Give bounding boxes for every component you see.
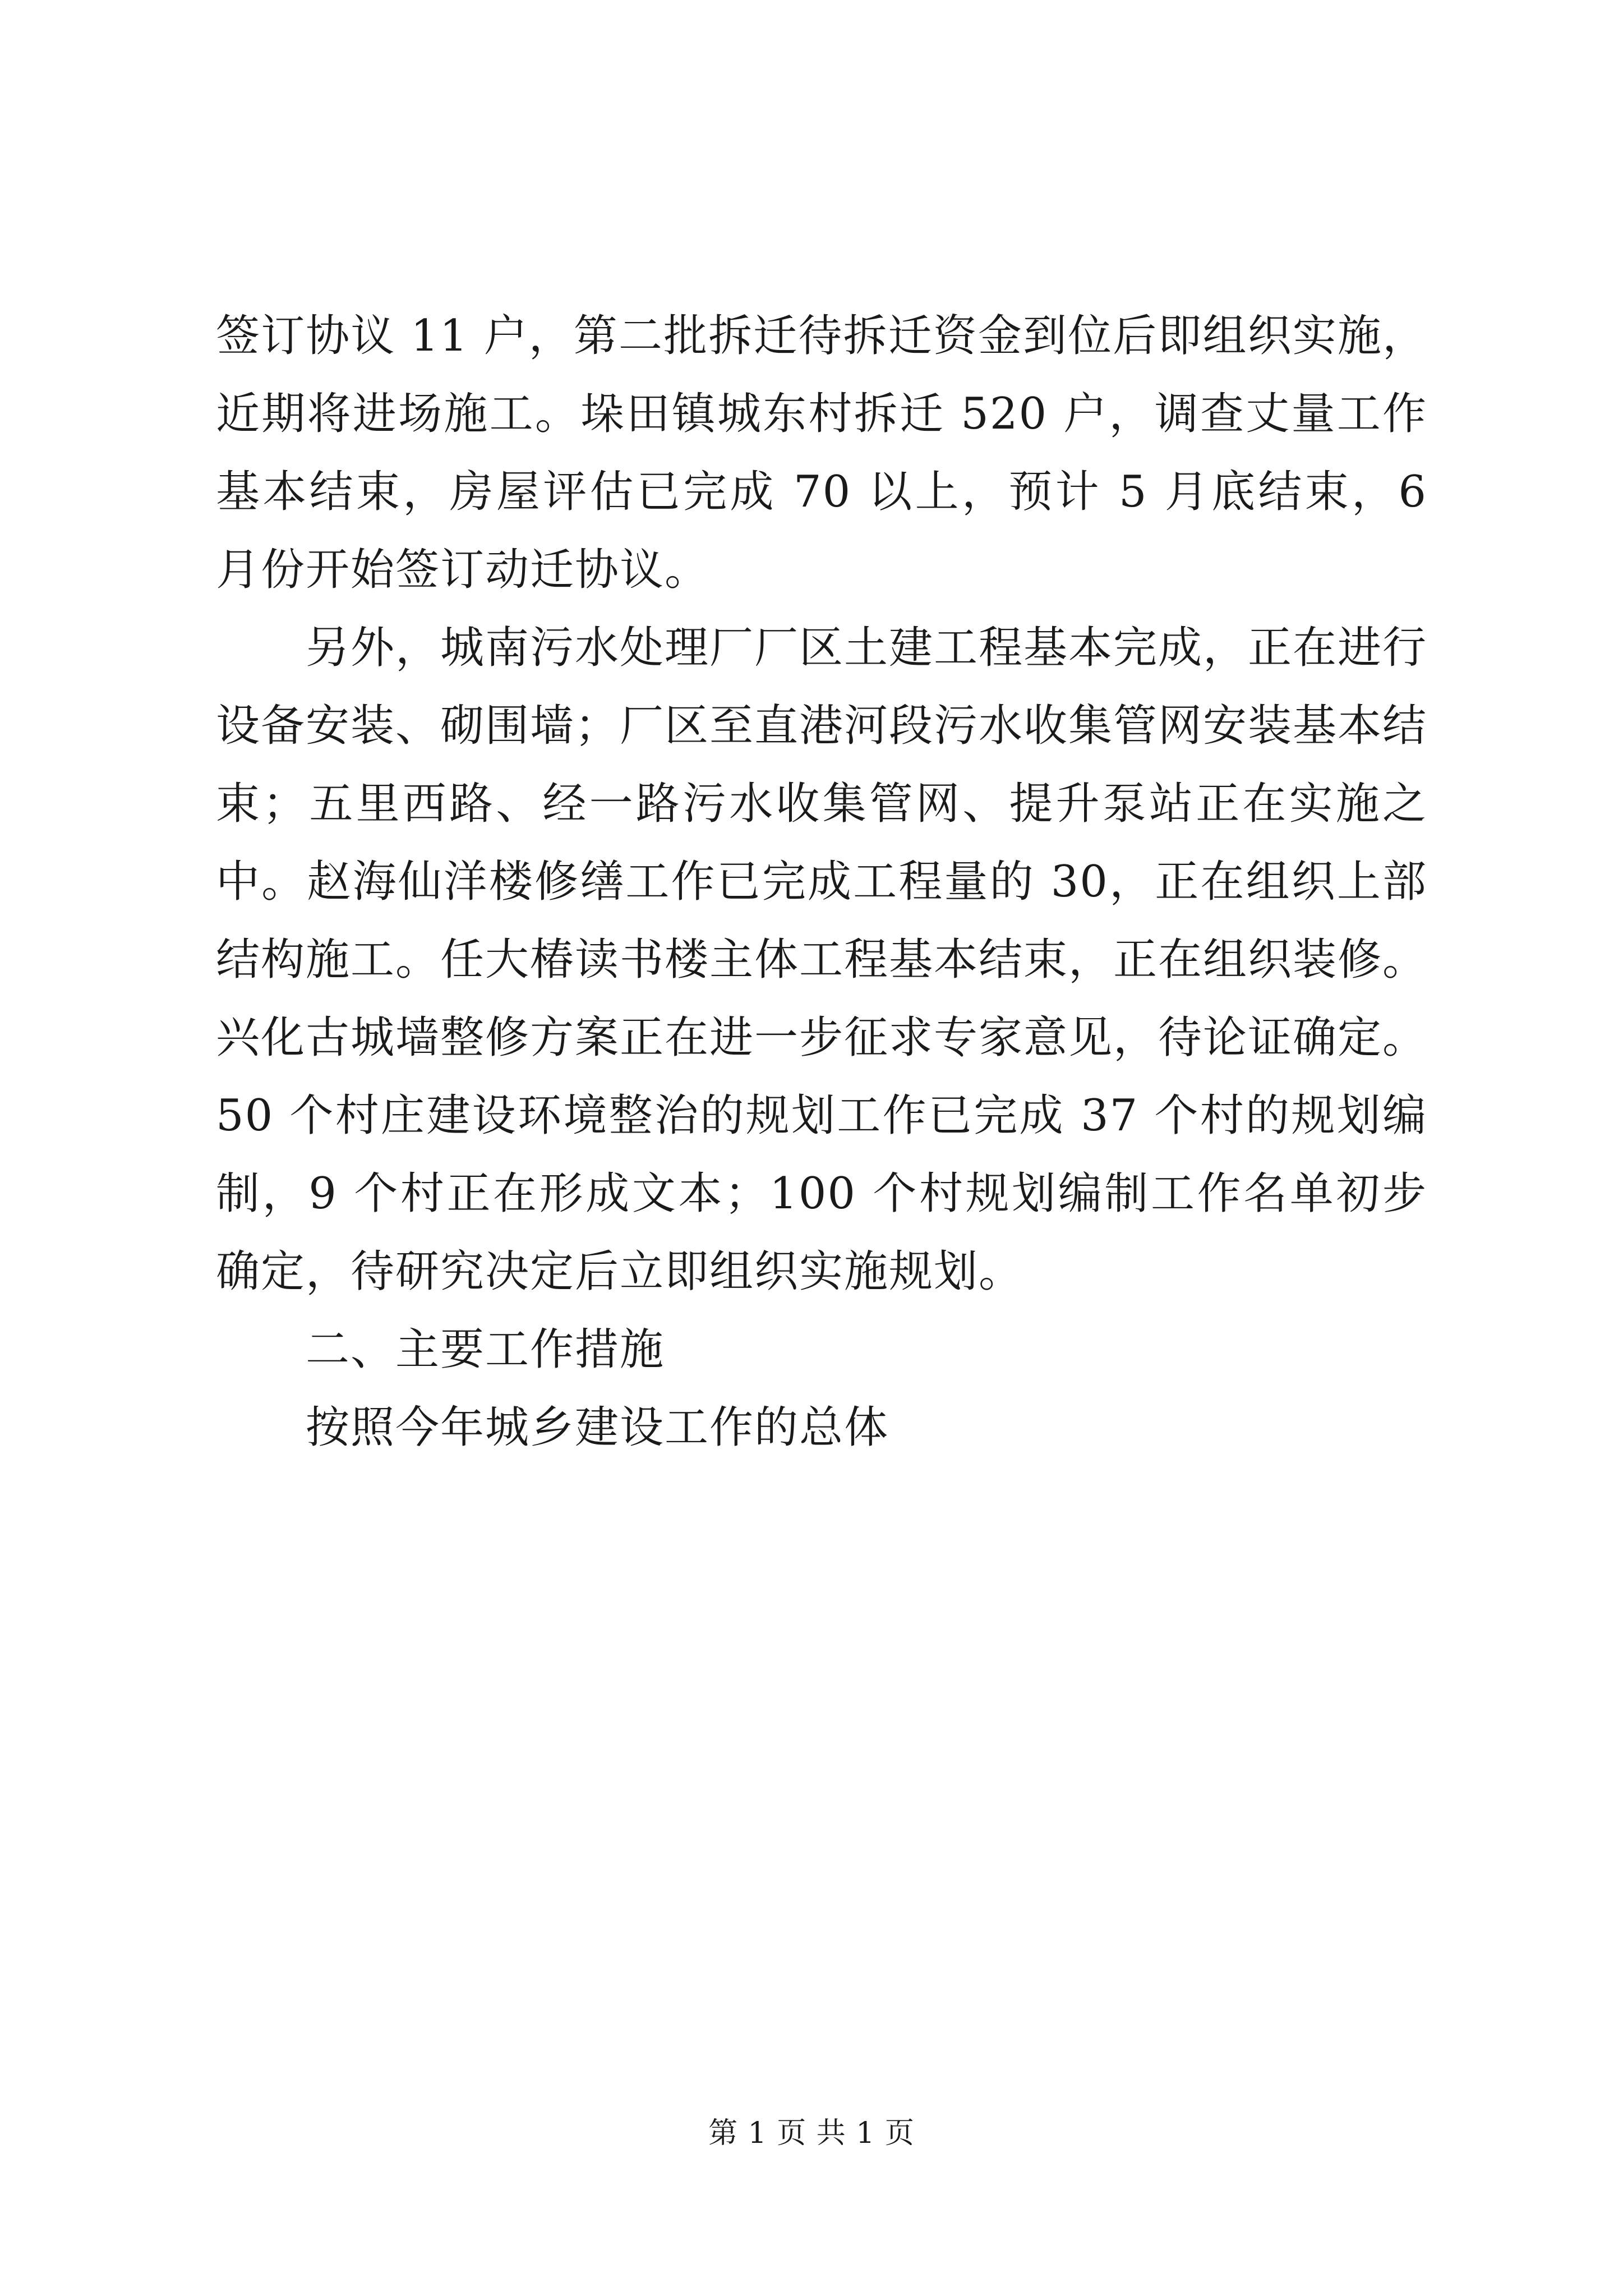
paragraph-other-projects: 另外，城南污水处理厂厂区土建工程基本完成，正在进行设备安装、砌围墙；厂区至直港河段污水收集管网安装基本结束；五里西路、经一路污水收集管网、提升泵站正在实施之中。赵海仙洋楼修缮工作已完成工程量的 30，正在组织上部结构施工。任大椿读书楼主体工程基本结束，正在组织装修。兴化古城墙整修方案正在进一步征求专家意见，待论证确定。50 个村庄建设环境整治的规划工作已完成 37 个村的规划编制，9 个村正在形成文本；100 个村规划编制工作名单初步确定，待研究决定后立即组织实施规划。 [216,623,1428,1297]
page-footer: 第 1 页 共 1 页 [708,2116,915,2150]
section-heading-main-measures: 二、主要工作措施 [306,1324,665,1375]
paragraph-continuation: 签订协议 11 户，第二批拆迁待拆迁资金到位后即组织实施，近期将进场施工。垛田镇城东村拆迁 520 户，调查丈量工作基本结束，房屋评估已完成 70 以上，预计 5 月底结束，6 月份开始签订动迁协议。 [216,311,1427,595]
paragraph-measures-intro: 按照今年城乡建设工作的总体 [306,1402,889,1453]
document-body [216,297,1427,1467]
